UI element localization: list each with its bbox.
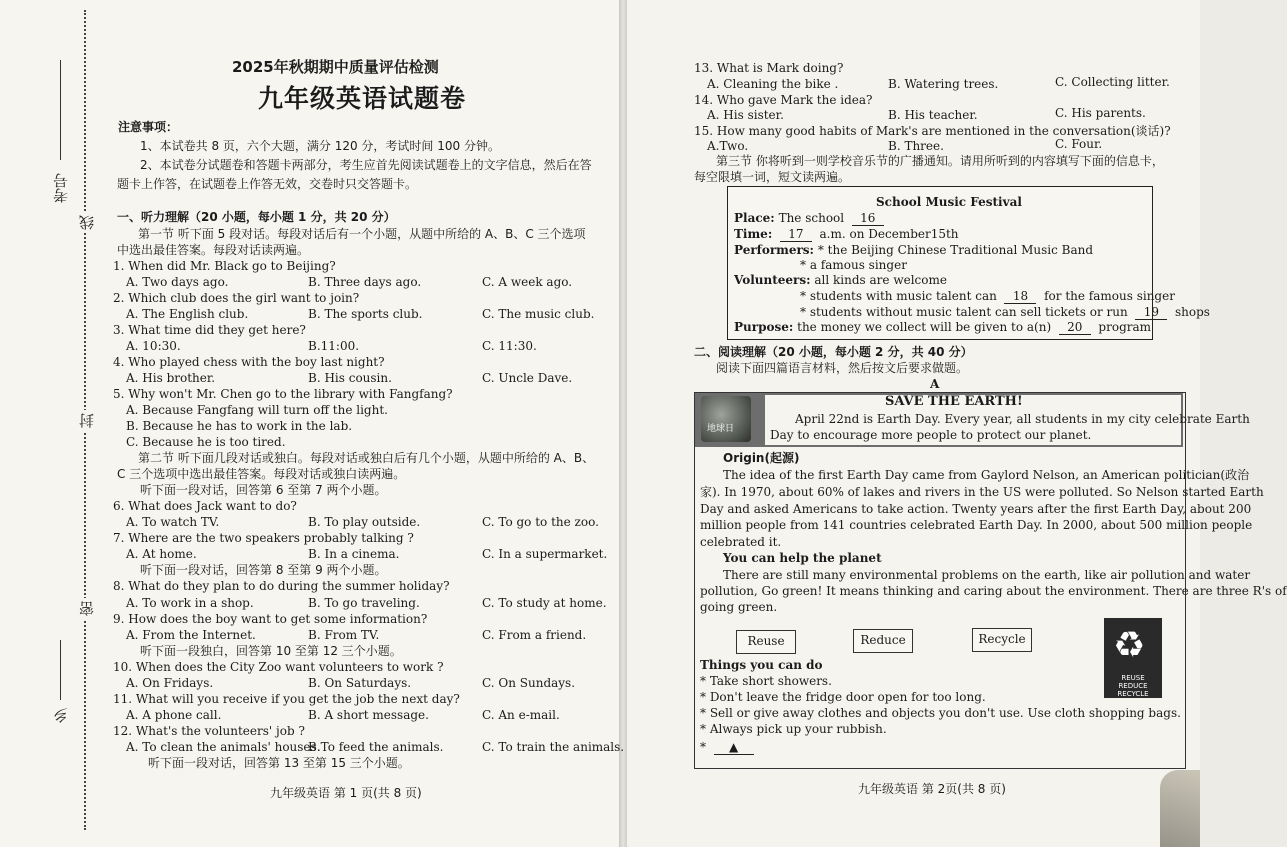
q10-option-a: A. On Fridays. xyxy=(126,676,214,690)
q11-option-a: A. A phone call. xyxy=(126,708,222,722)
performers-label: Performers: xyxy=(734,243,814,257)
q1-option-a: A. Two days ago. xyxy=(126,275,229,289)
purpose-end: program xyxy=(1098,320,1152,334)
earth-title: SAVE THE EARTH! xyxy=(885,394,1023,409)
help-heading: You can help the planet xyxy=(723,551,882,565)
reading-instr: 阅读下面四篇语言材料，然后按文后要求做题。 xyxy=(716,361,969,375)
help-line-1: There are still many environmental problems on the earth, like air pollution and water xyxy=(723,568,1251,582)
question-5: 5. Why won't Mr. Chen go to the library with Fangfang? xyxy=(113,387,453,401)
thing-4: * Always pick up your rubbish. xyxy=(700,722,887,736)
section1-instr-2: 中选出最佳答案。每段对话读两遍。 xyxy=(117,243,310,257)
festival-place-row xyxy=(734,211,884,226)
section2-instr-2: C 三个选项中选出最佳答案。每段对话或独白读两遍。 xyxy=(117,467,406,481)
help-line-3: going green. xyxy=(700,600,778,614)
q2-option-b: B. The sports club. xyxy=(308,307,423,321)
performer-1: * the Beijing Chinese Traditional Music Band xyxy=(817,243,1094,257)
q9-option-b: B. From TV. xyxy=(308,628,380,642)
festival-performers-row xyxy=(734,243,1093,257)
q9-option-a: A. From the Internet. xyxy=(126,628,256,642)
q5-option-b: B. Because he has to work in the lab. xyxy=(126,419,353,433)
q10-option-b: B. On Saturdays. xyxy=(308,676,412,690)
q15-option-c: C. Four. xyxy=(1055,137,1103,151)
time-text: a.m. on December15th xyxy=(819,227,959,241)
notice-line-3: 题卡上作答，在试题卷上作答无效，交卷时只交答题卡。 xyxy=(117,177,418,191)
q12-option-c: C. To train the animals. xyxy=(482,740,625,754)
performer-2: * a famous singer xyxy=(800,258,907,272)
logo-reduce: REDUCE xyxy=(1118,682,1148,690)
question-9: 9. How does the boy want to get some information? xyxy=(113,612,428,626)
question-13: 13. What is Mark doing? xyxy=(694,61,844,75)
q5-option-c: C. Because he is too tired. xyxy=(126,435,286,449)
notice-line-1: 1、本试卷共 8 页，六个大题，满分 120 分，考试时间 100 分钟。 xyxy=(140,139,500,153)
q14-option-a: A. His sister. xyxy=(707,108,784,122)
q7-option-b: B. In a cinema. xyxy=(308,547,400,561)
dialogue-13-15-instr: 听下面一段对话，回答第 13 至第 15 三个小题。 xyxy=(148,756,410,770)
exam-title: 2025年秋期期中质量评估检测 xyxy=(232,58,439,76)
q8-option-b: B. To go traveling. xyxy=(308,596,420,610)
paper-title: 九年级英语试题卷 xyxy=(258,84,467,113)
volunteers-label: Volunteers: xyxy=(734,273,811,287)
origin-line-1: The idea of the first Earth Day came from Gaylord Nelson, an American politician(政治 xyxy=(723,468,1250,482)
reduce-box: Reduce xyxy=(853,629,913,653)
blank-18[interactable]: 18 xyxy=(1004,289,1036,304)
thing-2: * Don't leave the fridge door open for too long. xyxy=(700,690,986,704)
festival-title: School Music Festival xyxy=(876,195,1022,209)
place-label: Place: xyxy=(734,211,775,225)
q6-option-a: A. To watch TV. xyxy=(126,515,220,529)
section3-instr-2: 每空限填一词，短文读两遍。 xyxy=(694,170,851,184)
blank-17[interactable]: 17 xyxy=(780,227,812,242)
q2-option-c: C. The music club. xyxy=(482,307,595,321)
volunteer-2-end: shops xyxy=(1174,305,1210,319)
thing-3: * Sell or give away clothes and objects you don't use. Use cloth shopping bags. xyxy=(700,706,1181,720)
binding-strip xyxy=(0,0,105,847)
question-4: 4. Who played chess with the boy last night? xyxy=(113,355,385,369)
section3-instr-1: 第三节 你将听到一则学校音乐节的广播通知。请用所听到的内容填写下面的信息卡， xyxy=(716,154,1164,168)
question-15: 15. How many good habits of Mark's are mentioned in the conversation(谈话)? xyxy=(694,124,1171,138)
logo-reuse: REUSE xyxy=(1121,674,1145,682)
q9-option-c: C. From a friend. xyxy=(482,628,587,642)
things-heading: Things you can do xyxy=(700,658,823,672)
blank-triangle[interactable]: ▲ xyxy=(714,740,754,755)
globe-caption: 地球日 xyxy=(707,424,735,434)
question-7: 7. Where are the two speakers probably talking ? xyxy=(113,531,414,545)
recycle-box: Recycle xyxy=(972,628,1032,652)
question-1: 1. When did Mr. Black go to Beijing? xyxy=(113,259,336,273)
thing-5-bullet: * xyxy=(700,740,706,754)
q4-option-a: A. His brother. xyxy=(126,371,216,385)
logo-recycle: RECYCLE xyxy=(1117,690,1149,698)
township-label: 乡 xyxy=(50,705,71,726)
q6-option-c: C. To go to the zoo. xyxy=(482,515,599,529)
q7-option-a: A. At home. xyxy=(126,547,197,561)
festival-time-row xyxy=(734,227,959,242)
blank-19[interactable]: 19 xyxy=(1135,305,1167,320)
help-line-2: pollution, Go green! It means thinking and caring about the environment. There are three R's of xyxy=(700,584,1287,598)
question-10: 10. When does the City Zoo want volunteers to work ? xyxy=(113,660,444,674)
township-line xyxy=(60,640,61,700)
recycle-icon: ♻ xyxy=(1113,625,1146,666)
dialogue-6-7-instr: 听下面一段对话，回答第 6 至第 7 两个小题。 xyxy=(140,483,387,497)
recycle-logo xyxy=(1104,618,1162,698)
q15-option-a: A.Two. xyxy=(707,139,749,153)
q3-option-c: C. 11:30. xyxy=(482,339,537,353)
q1-option-c: C. A week ago. xyxy=(482,275,573,289)
origin-line-4: million people from 141 countries celebrated Earth Day. In 2000, about 500 million people xyxy=(700,518,1253,532)
blank-20[interactable]: 20 xyxy=(1059,320,1091,335)
question-6: 6. What does Jack want to do? xyxy=(113,499,297,513)
q2-option-a: A. The English club. xyxy=(126,307,249,321)
monologue-10-12-instr: 听下面一段独白，回答第 10 至第 12 三个小题。 xyxy=(140,644,402,658)
volunteer-1-text: * students with music talent can xyxy=(800,289,997,303)
blank-16[interactable]: 16 xyxy=(852,211,884,226)
purpose-text: the money we collect will be given to a(n) xyxy=(797,320,1052,334)
origin-heading: Origin(起源) xyxy=(723,451,800,465)
q8-option-c: C. To study at home. xyxy=(482,596,607,610)
exam-no-label: 考号 xyxy=(50,170,71,206)
page-spine xyxy=(619,0,627,847)
q15-option-b: B. Three. xyxy=(888,139,944,153)
seal-char-seal: 封 xyxy=(76,410,97,431)
q7-option-c: C. In a supermarket. xyxy=(482,547,608,561)
question-11: 11. What will you receive if you get the job the next day? xyxy=(113,692,460,706)
q14-option-c: C. His parents. xyxy=(1055,106,1146,120)
time-label: Time: xyxy=(734,227,773,241)
question-14: 14. Who gave Mark the idea? xyxy=(694,93,873,107)
page-2-footer: 九年级英语 第 2页(共 8 页) xyxy=(858,782,1006,796)
thing-5 xyxy=(700,740,754,755)
q8-option-a: A. To work in a shop. xyxy=(126,596,254,610)
q13-option-a: A. Cleaning the bike . xyxy=(707,77,839,91)
question-2: 2. Which club does the girl want to join? xyxy=(113,291,360,305)
q13-option-b: B. Watering trees. xyxy=(888,77,999,91)
earth-day-globe-icon xyxy=(701,396,751,442)
q12-option-b: B.To feed the animals. xyxy=(308,740,444,754)
q6-option-b: B. To play outside. xyxy=(308,515,421,529)
earth-intro-2: Day to encourage more people to protect our planet. xyxy=(770,428,1092,442)
origin-line-5: celebrated it. xyxy=(700,535,782,549)
dialogue-8-9-instr: 听下面一段对话，回答第 8 至第 9 两个小题。 xyxy=(140,563,387,577)
notice-heading: 注意事项： xyxy=(118,120,179,134)
q1-option-b: B. Three days ago. xyxy=(308,275,422,289)
finger-shadow xyxy=(1160,770,1200,847)
thing-1: * Take short showers. xyxy=(700,674,832,688)
section2-instr-1: 第二节 听下面几段对话或独白。每段对话或独白后有几个小题，从题中所给的 A、B、 xyxy=(138,451,595,465)
volunteer-line-2 xyxy=(800,305,1210,320)
q11-option-b: B. A short message. xyxy=(308,708,429,722)
q4-option-c: C. Uncle Dave. xyxy=(482,371,573,385)
section1-instr-1: 第一节 听下面 5 段对话。每段对话后有一个小题，从题中所给的 A、B、C 三个选项 xyxy=(138,227,586,241)
page-1-footer: 九年级英语 第 1 页(共 8 页) xyxy=(270,786,422,800)
listening-heading: 一、听力理解（20 小题，每小题 1 分，共 20 分） xyxy=(117,210,396,224)
festival-volunteers-row xyxy=(734,273,947,287)
q10-option-c: C. On Sundays. xyxy=(482,676,576,690)
festival-purpose-row xyxy=(734,320,1151,335)
notice-line-2: 2、本试卷分试题卷和答题卡两部分，考生应首先阅读试题卷上的文字信息，然后在答 xyxy=(140,158,592,172)
question-3: 3. What time did they get here? xyxy=(113,323,306,337)
q13-option-c: C. Collecting litter. xyxy=(1055,75,1170,89)
question-12: 12. What's the volunteers' job ? xyxy=(113,724,305,738)
q11-option-c: C. An e-mail. xyxy=(482,708,560,722)
origin-line-2: 家). In 1970, about 60% of lakes and rivers in the US were polluted. So Nelson started Earth xyxy=(700,485,1264,499)
q14-option-b: B. His teacher. xyxy=(888,108,978,122)
q4-option-b: B. His cousin. xyxy=(308,371,392,385)
seal-char-line: 线 xyxy=(76,212,97,233)
volunteer-1-end: for the famous singer xyxy=(1044,289,1175,303)
q3-option-a: A. 10:30. xyxy=(126,339,181,353)
seal-char-close: 密 xyxy=(76,598,97,619)
passage-a-label: A xyxy=(930,377,940,391)
q12-option-a: A. To clean the animals' houses. xyxy=(126,740,321,754)
q5-option-a: A. Because Fangfang will turn off the light. xyxy=(126,403,388,417)
place-text: The school xyxy=(778,211,845,225)
origin-line-3: Day and asked Americans to take action. Twenty years after the first Earth Day, about 200 xyxy=(700,502,1252,516)
question-8: 8. What do they plan to do during the summer holiday? xyxy=(113,579,450,593)
earth-intro-1: April 22nd is Earth Day. Every year, all students in my city celebrate Earth xyxy=(795,412,1250,426)
volunteer-2-text: * students without music talent can sell tickets or run xyxy=(800,305,1128,319)
purpose-label: Purpose: xyxy=(734,320,794,334)
exam-no-line xyxy=(60,60,61,160)
volunteer-line-1 xyxy=(800,289,1175,304)
q3-option-b: B.11:00. xyxy=(308,339,360,353)
reuse-box: Reuse xyxy=(736,630,796,654)
volunteers-text: all kinds are welcome xyxy=(814,273,947,287)
reading-heading: 二、阅读理解（20 小题，每小题 2 分，共 40 分） xyxy=(694,345,973,359)
